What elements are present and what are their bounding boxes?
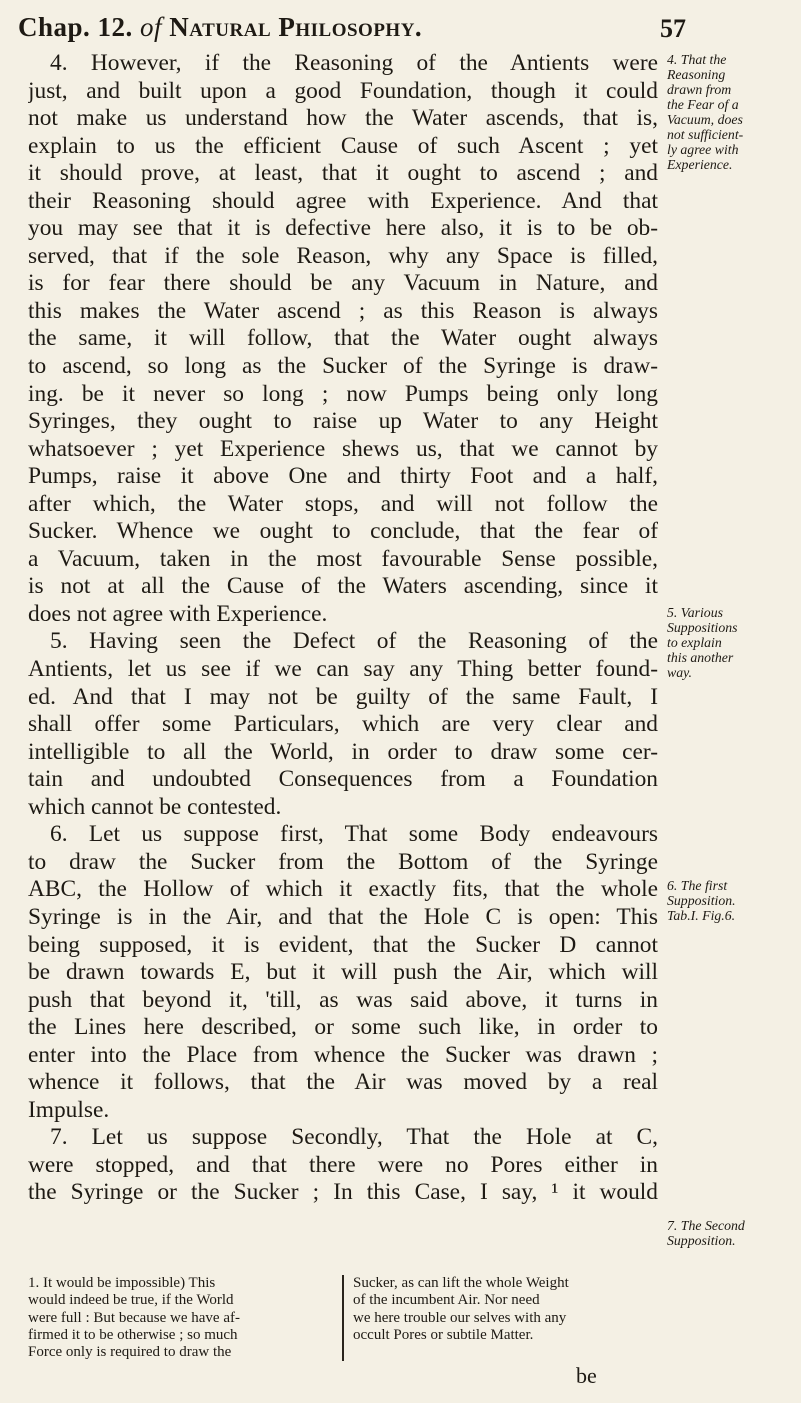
margin-note-line: to explain bbox=[667, 635, 722, 650]
margin-note-line: this another bbox=[667, 650, 734, 665]
text-line: 6. Let us suppose first, That some Body endeavours bbox=[50, 821, 658, 848]
text-line: ed. And that I may not be guilty of the same Fault, I bbox=[28, 683, 658, 710]
text-line: which cannot be contested. bbox=[28, 793, 282, 820]
chapter-label: Chap. 12. bbox=[18, 12, 133, 42]
margin-note bbox=[667, 1218, 799, 1248]
running-head-title: Natural Philosophy. bbox=[169, 12, 423, 42]
text-line: ing. be it never so long ; now Pumps being only long bbox=[28, 380, 658, 407]
text-line: Syringe is in the Air, and that the Hole C is open: This bbox=[28, 903, 658, 930]
text-line: push that beyond it, 'till, as was said above, it turns in bbox=[28, 986, 658, 1013]
text-line: whatsoever ; yet Experience shews us, that we cannot by bbox=[28, 435, 658, 462]
page-number: 57 bbox=[660, 14, 686, 43]
text-line: after which, the Water stops, and will not follow the bbox=[28, 490, 658, 517]
text-line: this makes the Water ascend ; as this Reason is always bbox=[28, 297, 658, 324]
text-line: being supposed, it is evident, that the Sucker D cannot bbox=[28, 931, 658, 958]
text-line: Sucker. Whence we ought to conclude, that the fear of bbox=[28, 518, 658, 545]
footnote-column-right bbox=[353, 1275, 661, 1344]
margin-note-line: Supposition. bbox=[667, 893, 736, 908]
text-line: is not at all the Cause of the Waters ascending, since it bbox=[28, 573, 658, 600]
text-line: the Syringe or the Sucker ; In this Case, I say, ¹ it would bbox=[28, 1179, 658, 1206]
footnote-line: were full : But because we have af- bbox=[28, 1309, 240, 1326]
margin-note-line: Suppositions bbox=[667, 620, 738, 635]
main-text bbox=[28, 50, 658, 1207]
footnote-line: firmed it to be otherwise ; so much bbox=[28, 1326, 238, 1343]
margin-note-line: way. bbox=[667, 665, 692, 680]
text-line: enter into the Place from whence the Sucker was drawn ; bbox=[28, 1041, 658, 1068]
margin-note-line: Experience. bbox=[667, 157, 733, 172]
margin-note-line: drawn from bbox=[667, 82, 732, 97]
margin-note-line: Reasoning bbox=[667, 67, 726, 82]
text-line: served, that if the sole Reason, why any Space is filled, bbox=[28, 242, 658, 269]
text-line: shall offer some Particulars, which are very clear and bbox=[28, 711, 658, 738]
margin-note bbox=[667, 605, 799, 680]
margin-note-line: Tab.I. Fig.6. bbox=[667, 908, 736, 923]
footnote-line: 1. It would be impossible) This bbox=[28, 1275, 216, 1291]
text-line: whence it follows, that the Air was moved by a real bbox=[28, 1069, 658, 1096]
footnote-column-left bbox=[28, 1275, 336, 1361]
text-line: to ascend, so long as the Sucker of the Syringe is draw- bbox=[28, 353, 658, 380]
margin-note-line: not sufficient- bbox=[667, 127, 744, 142]
text-line: not make us understand how the Water ascends, that is, bbox=[28, 105, 658, 132]
text-line: just, and built upon a good Foundation, though it could bbox=[28, 77, 658, 104]
margin-note-line: Supposition. bbox=[667, 1233, 736, 1248]
margin-note-line: ly agree with bbox=[667, 142, 739, 157]
text-line: does not agree with Experience. bbox=[28, 600, 328, 627]
margin-note-line: the Fear of a bbox=[667, 97, 739, 112]
text-line: a Vacuum, taken in the most favourable Sense possible, bbox=[28, 545, 658, 572]
footnote-line: would indeed be true, if the World bbox=[28, 1292, 234, 1309]
margin-note-line: 5. Various bbox=[667, 605, 723, 620]
margin-note-line: 7. The Second bbox=[667, 1218, 745, 1233]
text-line: explain to us the efficient Cause of such Ascent ; yet bbox=[28, 132, 658, 159]
margin-note bbox=[667, 878, 799, 923]
footnote-line: we here trouble our selves with any bbox=[353, 1309, 567, 1326]
text-line: their Reasoning should agree with Experience. And that bbox=[28, 187, 658, 214]
margin-note-line: Vacuum, does bbox=[667, 112, 743, 127]
text-line: tain and undoubted Consequences from a Foundation bbox=[28, 766, 658, 793]
footnote-divider bbox=[342, 1275, 344, 1361]
text-line: is for fear there should be any Vacuum in Nature, and bbox=[28, 270, 658, 297]
margin-note-line: 6. The first bbox=[667, 878, 728, 893]
margin-note bbox=[667, 52, 799, 172]
text-line: it should prove, at least, that it ought to ascend ; and bbox=[28, 160, 658, 187]
text-line: 5. Having seen the Defect of the Reasoning of the bbox=[50, 628, 658, 655]
text-line: intelligible to all the World, in order to draw some cer- bbox=[28, 738, 658, 765]
text-line: Pumps, raise it above One and thirty Foot and a half, bbox=[28, 463, 658, 490]
margin-note-line: 4. That the bbox=[667, 52, 727, 67]
footnote-line: Force only is required to draw the bbox=[28, 1344, 232, 1361]
text-line: Impulse. bbox=[28, 1096, 110, 1123]
footnote-line: occult Pores or subtile Matter. bbox=[353, 1326, 534, 1343]
running-head bbox=[18, 12, 538, 43]
text-line: 7. Let us suppose Secondly, That the Hole at C, bbox=[50, 1124, 658, 1151]
text-line: Syringes, they ought to raise up Water to any Height bbox=[28, 408, 658, 435]
footnote-line: of the incumbent Air. Nor need bbox=[353, 1292, 540, 1309]
footnote-line: Sucker, as can lift the whole Weight bbox=[353, 1275, 569, 1291]
text-line: the same, it will follow, that the Water ought always bbox=[28, 325, 658, 352]
text-line: be drawn towards E, but it will push the Air, which will bbox=[28, 959, 658, 986]
catchword: be bbox=[576, 1363, 597, 1388]
text-line: were stopped, and that there were no Pores either in bbox=[28, 1151, 658, 1178]
text-line: to draw the Sucker from the Bottom of the Syringe bbox=[28, 848, 658, 875]
text-line: the Lines here described, or some such like, in order to bbox=[28, 1014, 658, 1041]
text-line: 4. However, if the Reasoning of the Antients were bbox=[50, 50, 658, 76]
text-line: you may see that it is defective here also, it is to be ob- bbox=[28, 215, 658, 242]
text-line: ABC, the Hollow of which it exactly fits, that the whole bbox=[28, 876, 658, 903]
running-head-of: of bbox=[140, 12, 163, 42]
text-line: Antients, let us see if we can say any Thing better found- bbox=[28, 656, 658, 683]
